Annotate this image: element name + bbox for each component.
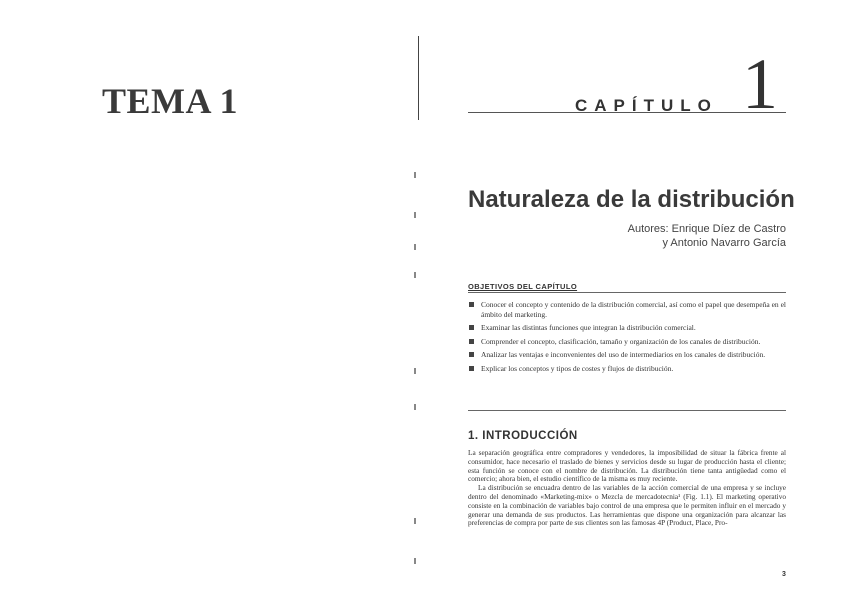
- gutter-mark: [414, 244, 416, 250]
- square-bullet-icon: [469, 325, 474, 330]
- objectives-rule: [468, 292, 786, 293]
- chapter-word: CAPÍTULO: [575, 96, 718, 115]
- objective-text: Examinar las distintas funciones que integran la distribución comercial.: [481, 323, 696, 332]
- objective-item: [468, 364, 786, 374]
- objective-item: [468, 323, 786, 333]
- paragraph: La distribución se encuadra dentro de las variables de la acción comercial de una empresa y se incluye dentro del denominado «Marketing-mix» o Mezcla de mercadotecnia¹ (Fig. 1.1). El marketing operativo consiste en la combinación de variables bajo control de una empresa que le permiten influir en el mercado y generar una demanda de sus productos. Las herramientas que dispone una organización para alcanzar las preferencias de compra por parte de sus clientes son las famosas 4P (Product, Place, Pro-: [468, 483, 786, 528]
- authors: [628, 222, 786, 250]
- square-bullet-icon: [469, 302, 474, 307]
- gutter-mark: [414, 172, 416, 178]
- author-line: Autores: Enrique Díez de Castro: [627, 223, 786, 235]
- author-line: y Antonio Navarro García: [662, 237, 786, 249]
- body-text: [468, 449, 786, 528]
- objective-text: Explicar los conceptos y tipos de costes y flujos de distribución.: [481, 363, 674, 373]
- gutter-mark: [414, 368, 416, 374]
- objective-text: Conocer el concepto y contenido de la distribución comercial, así como el papel que desempeña en el ámbito del marketing.: [481, 300, 786, 319]
- objective-item: [468, 300, 786, 319]
- gutter-mark: [414, 518, 416, 524]
- objectives-list: [468, 300, 786, 377]
- square-bullet-icon: [469, 339, 474, 344]
- square-bullet-icon: [469, 366, 474, 371]
- tema-title: TEMA 1: [102, 81, 239, 121]
- objective-item: [468, 350, 786, 360]
- objective-text: Comprender el concepto, clasificación, tamaño y organización de los canales de distribución.: [481, 336, 761, 346]
- page-number: 3: [782, 571, 786, 578]
- gutter-mark: [414, 558, 416, 564]
- chapter-title: Naturaleza de la distribución: [468, 186, 795, 213]
- square-bullet-icon: [469, 352, 474, 357]
- gutter-mark: [414, 404, 416, 410]
- gutter-line: [418, 36, 419, 120]
- objective-text: Analizar las ventajas e inconvenientes del uso de intermediarios en los canales de distribución.: [481, 350, 766, 359]
- gutter-mark: [414, 272, 416, 278]
- gutter-mark: [414, 212, 416, 218]
- left-page: [0, 0, 418, 609]
- section-heading: 1. INTRODUCCIÓN: [468, 430, 578, 442]
- paragraph: La separación geográfica entre compradores y vendedores, la imposibilidad de situar la fábrica frente al consumidor, hace necesario el traslado de bienes y servicios desde su lugar de producción hasta el cliente; esta función se conoce con el nombre de distribución. La distribución tiene tanta antigüedad como el comercio; ahora bien, el estudio científico de la misma es muy reciente.: [468, 448, 786, 484]
- objective-item: [468, 337, 786, 347]
- section-rule: [468, 410, 786, 411]
- objectives-heading: OBJETIVOS DEL CAPÍTULO: [468, 282, 578, 291]
- chapter-number: 1: [742, 44, 778, 124]
- right-page: [420, 0, 848, 609]
